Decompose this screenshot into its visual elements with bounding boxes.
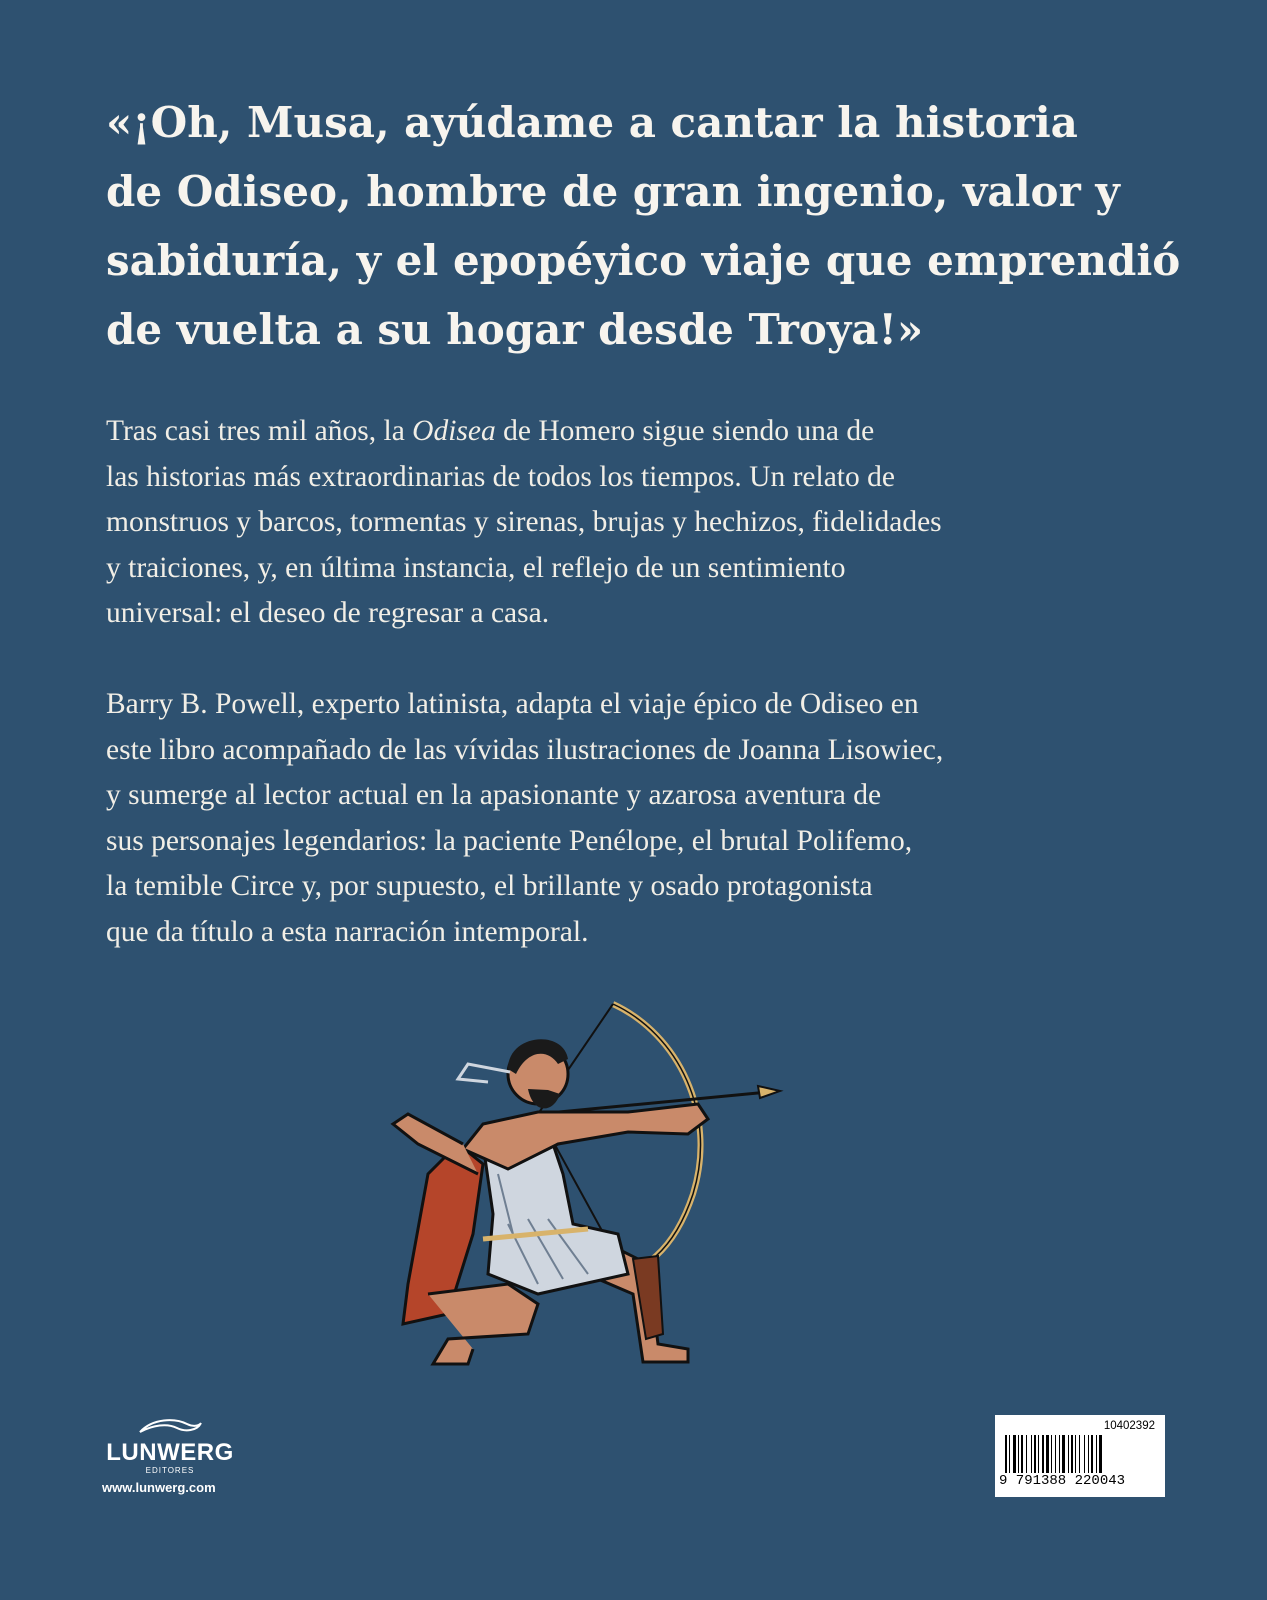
barcode bbox=[995, 1415, 1165, 1497]
synopsis-paragraph-1 bbox=[106, 409, 1126, 637]
barcode-bar bbox=[1096, 1435, 1097, 1473]
book-title-italic: Odisea bbox=[412, 415, 496, 447]
paragraph-line: y sumerge al lector actual en la apasionante y azarosa aventura de bbox=[106, 779, 882, 811]
barcode-reference: 10402392 bbox=[1103, 1420, 1155, 1432]
publisher-logo bbox=[100, 1416, 240, 1476]
paragraph-line: las historias más extraordinarias de todos los tiempos. Un relato de bbox=[106, 460, 895, 493]
barcode-bars bbox=[1005, 1435, 1155, 1475]
archer-illustration bbox=[388, 994, 798, 1388]
paragraph-line: que da título a esta narración intemporal. bbox=[106, 915, 589, 948]
paragraph-line: y traiciones, y, en última instancia, el reflejo de un sentimiento bbox=[106, 551, 846, 584]
barcode-bar bbox=[1009, 1435, 1010, 1473]
barcode-bar bbox=[1042, 1435, 1044, 1473]
quote-line: sabiduría, y el epopéyico viaje que emprendió bbox=[106, 236, 1181, 285]
publisher-url[interactable]: www.lunwerg.com bbox=[102, 1480, 216, 1495]
barcode-bar bbox=[1068, 1435, 1069, 1473]
barcode-bar bbox=[1091, 1435, 1093, 1473]
paragraph-line: sus personajes legendarios: la paciente Penélope, el brutal Polifemo, bbox=[106, 824, 913, 857]
barcode-bar bbox=[1031, 1435, 1032, 1473]
quote-line: «¡Oh, Musa, ayúdame a cantar la historia bbox=[106, 98, 1078, 147]
barcode-bar bbox=[1051, 1435, 1052, 1473]
barcode-bar bbox=[1099, 1435, 1102, 1473]
barcode-bar bbox=[1038, 1435, 1039, 1473]
barcode-bar bbox=[1005, 1435, 1007, 1473]
paragraph-line: universal: el deseo de regresar a casa. bbox=[106, 597, 550, 629]
barcode-bar bbox=[1034, 1435, 1036, 1473]
barcode-bar bbox=[1026, 1435, 1027, 1473]
barcode-number: 9 791388 220043 bbox=[999, 1473, 1126, 1489]
text-run: de Homero sigue siendo una de bbox=[495, 415, 875, 447]
synopsis-paragraph-2 bbox=[106, 682, 1126, 955]
barcode-bar bbox=[1059, 1435, 1060, 1473]
paragraph-line: monstruos y barcos, tormentas y sirenas, brujas y hechizos, fidelidades bbox=[106, 506, 942, 538]
barcode-bar bbox=[1088, 1435, 1089, 1473]
barcode-bar bbox=[1071, 1435, 1073, 1473]
paragraph-line: este libro acompañado de las vívidas ilustraciones de Joanna Lisowiec, bbox=[106, 733, 944, 766]
paragraph-line: Barry B. Powell, experto latinista, adapta el viaje épico de Odiseo en bbox=[106, 688, 919, 720]
barcode-bar bbox=[1075, 1435, 1076, 1473]
barcode-bar bbox=[1013, 1435, 1016, 1473]
barcode-bar bbox=[1062, 1435, 1065, 1473]
quote-line: de vuelta a su hogar desde Troya!» bbox=[106, 305, 924, 354]
publisher-subtitle: EDITORES bbox=[145, 1466, 195, 1475]
barcode-bar bbox=[1021, 1435, 1023, 1473]
quote-line: de Odiseo, hombre de gran ingenio, valor y bbox=[106, 167, 1120, 216]
barcode-bar bbox=[1055, 1435, 1056, 1473]
publisher-name: LUNWERG bbox=[106, 1439, 234, 1466]
paragraph-line bbox=[106, 409, 1126, 455]
barcode-bar bbox=[1079, 1435, 1080, 1473]
barcode-bar bbox=[1018, 1435, 1019, 1473]
barcode-bar bbox=[1046, 1435, 1049, 1473]
wave-logo-icon bbox=[135, 1416, 205, 1436]
cover-quote bbox=[106, 88, 1181, 364]
barcode-bar bbox=[1084, 1435, 1085, 1473]
text-run: Tras casi tres mil años, la bbox=[106, 415, 413, 447]
paragraph-line: la temible Circe y, por supuesto, el brillante y osado protagonista bbox=[106, 870, 873, 902]
